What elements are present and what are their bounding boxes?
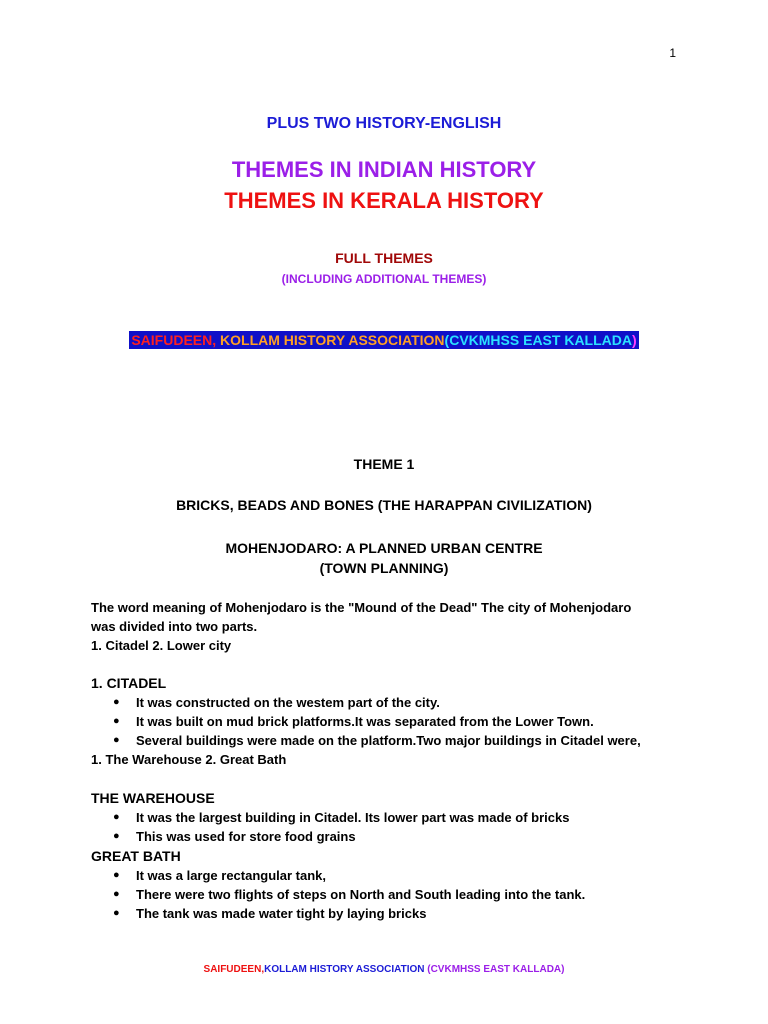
great-bath-heading: GREAT BATH — [91, 848, 181, 864]
bullet-icon: ● — [113, 869, 120, 881]
document-subtitle: PLUS TWO HISTORY-ENGLISH — [266, 115, 502, 132]
list-item: ● There were two flights of steps on North and South leading into the tank. — [113, 887, 586, 902]
footer-association: KOLLAM HISTORY ASSOCIATION — [264, 964, 428, 975]
bullet-icon: ● — [113, 907, 120, 919]
list-item: ● Several buildings were made on the platform.Two major buildings in Citadel were, — [113, 733, 641, 748]
list-item: ● It was the largest building in Citadel. Its lower part was made of bricks — [113, 810, 570, 825]
full-themes-label: FULL THEMES — [335, 250, 433, 266]
section-title-line2: (TOWN PLANNING) — [319, 560, 449, 576]
citadel-buildings: 1. The Warehouse 2. Great Bath — [91, 752, 287, 767]
bullet-icon: ● — [113, 734, 120, 746]
section-title — [0, 538, 768, 578]
page-number: 1 — [669, 46, 676, 60]
footer-name: SAIFUDEEN, — [203, 964, 265, 975]
bullet-icon: ● — [113, 830, 120, 842]
author-name: SAIFUDEEN, — [131, 332, 221, 348]
great-bath-bullet-list — [91, 866, 585, 923]
intro-paragraph — [91, 598, 711, 655]
author-association: KOLLAM HISTORY ASSOCIATION — [220, 332, 445, 348]
title-kerala-history: THEMES IN KERALA HISTORY — [224, 188, 544, 213]
list-item: ● It was a large rectangular tank, — [113, 868, 327, 883]
warehouse-bullet-list — [91, 808, 569, 846]
theme-title: BRICKS, BEADS AND BONES (THE HARAPPAN CIVILIZATION) — [176, 497, 592, 513]
page-footer — [0, 964, 768, 975]
footer-school: (CVKMHSS EAST KALLADA) — [427, 964, 565, 975]
theme-number: THEME 1 — [353, 456, 415, 472]
citadel-heading: 1. CITADEL — [91, 675, 167, 691]
bullet-icon: ● — [113, 888, 120, 900]
bullet-icon: ● — [113, 715, 120, 727]
including-additional-label: (INCLUDING ADDITIONAL THEMES) — [281, 272, 487, 286]
list-item: ● The tank was made water tight by laying bricks — [113, 906, 427, 921]
intro-line: was divided into two parts. — [91, 619, 258, 634]
warehouse-heading: THE WAREHOUSE — [91, 790, 215, 806]
bullet-icon: ● — [113, 811, 120, 823]
list-item: ● It was built on mud brick platforms.It was separated from the Lower Town. — [113, 714, 594, 729]
intro-line: The word meaning of Mohenjodaro is the "Mound of the Dead" The city of Mohenjodaro — [91, 600, 632, 615]
list-item: ● This was used for store food grains — [113, 829, 356, 844]
author-school: (CVKMHSS EAST KALLADA — [444, 332, 632, 348]
author-close-paren: ) — [632, 332, 637, 348]
title-indian-history: THEMES IN INDIAN HISTORY — [231, 157, 537, 182]
list-item: ● It was constructed on the westem part of the city. — [113, 695, 440, 710]
section-title-line1: MOHENJODARO: A PLANNED URBAN CENTRE — [225, 540, 543, 556]
author-banner — [0, 331, 768, 350]
intro-line: 1. Citadel 2. Lower city — [91, 638, 232, 653]
bullet-icon: ● — [113, 696, 120, 708]
citadel-bullet-list — [91, 693, 641, 750]
